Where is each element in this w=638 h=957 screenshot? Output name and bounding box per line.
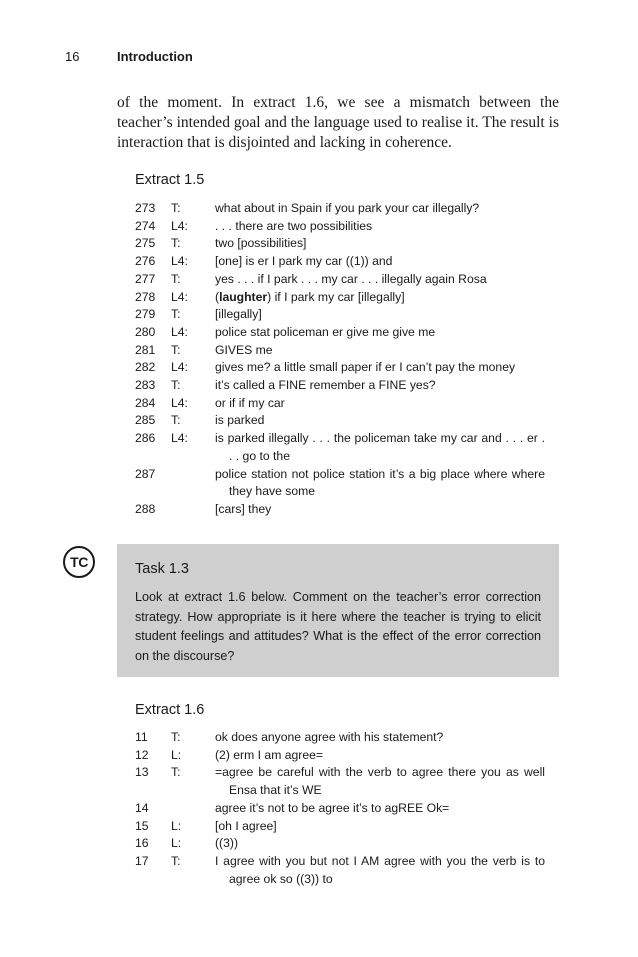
running-head [0, 47, 638, 67]
utterance-text: gives me? a little small paper if er I can’t pay the money [215, 360, 516, 375]
transcript-line [135, 306, 545, 324]
utterance-text: [cars] they [215, 501, 272, 516]
utterance-prefix: ( [215, 289, 220, 304]
line-number: 281 [135, 342, 156, 357]
utterance-text: police station not police station it’s a big place where where they have some [215, 466, 545, 499]
utterance-text: I agree with you but not I AM agree with you the verb is to agree ok so ((3)) to [215, 853, 545, 886]
line-number: 12 [135, 747, 149, 762]
utterance-text: agree it’s not to be agree it’s to agREE Ok= [215, 800, 450, 815]
utterance-text: police stat policeman er give me give me [215, 324, 436, 339]
line-number: 13 [135, 765, 149, 780]
task-box [117, 544, 559, 677]
stage-direction: laughter [219, 289, 268, 304]
speaker-label: L4: [171, 431, 188, 446]
line-number: 273 [135, 201, 156, 215]
speaker-label: L4: [171, 360, 188, 375]
line-number: 277 [135, 271, 156, 286]
transcript-line [135, 764, 545, 799]
line-number: 274 [135, 218, 156, 233]
extract-1-5-transcript [135, 200, 545, 519]
task-text: Look at extract 1.6 below. Comment on the teacher’s error correction strategy. How appropriate is it here where the teacher is trying to elicit student feelings and attitudes? What is the effect of the error correction on the discourse? [135, 590, 541, 663]
speaker-label: T: [171, 236, 181, 251]
transcript-line [135, 800, 545, 818]
transcript-line [135, 289, 545, 307]
utterance-text: two [possibilities] [215, 236, 307, 251]
speaker-label: L4: [171, 289, 188, 304]
extract-1-6-title: Extract 1.6 [135, 702, 205, 718]
speaker-label: T: [171, 271, 181, 286]
utterance-text: ((3)) [215, 836, 239, 851]
utterance-text [215, 289, 545, 307]
transcript-line [135, 395, 545, 413]
transcript-line [135, 200, 545, 218]
speaker-label: T: [171, 765, 181, 780]
line-number: 275 [135, 236, 156, 251]
extract-1-6-transcript [135, 729, 545, 888]
speaker-label: L4: [171, 254, 188, 269]
line-number: 279 [135, 307, 156, 322]
transcript-line [135, 729, 545, 747]
speaker-label: L4: [171, 395, 188, 410]
utterance-text: [oh I agree] [215, 818, 277, 833]
speaker-label: T: [171, 307, 181, 322]
line-number: 284 [135, 395, 156, 410]
line-number: 283 [135, 378, 156, 393]
transcript-line [135, 359, 545, 377]
line-number: 285 [135, 413, 156, 428]
transcript-line [135, 818, 545, 836]
transcript-line [135, 324, 545, 342]
transcript-line [135, 853, 545, 888]
line-number: 278 [135, 289, 156, 304]
speaker-label: T: [171, 378, 181, 393]
transcript-line [135, 253, 545, 271]
line-number: 276 [135, 254, 156, 269]
utterance-text: is parked illegally . . . the policeman take my car and . . . er . . . go to the [215, 431, 545, 463]
line-number: 16 [135, 836, 149, 851]
task-title: Task 1.3 [135, 561, 189, 577]
line-number: 17 [135, 853, 149, 868]
transcript-line [135, 377, 545, 395]
speaker-label: T: [171, 730, 181, 744]
utterance-text: what about in Spain if you park your car illegally? [215, 201, 480, 215]
transcript-line [135, 235, 545, 253]
line-number: 15 [135, 818, 149, 833]
transcript-line [135, 218, 545, 236]
transcript-line [135, 430, 545, 465]
utterance-text: yes . . . if I park . . . my car . . . illegally again Rosa [215, 271, 487, 286]
line-number: 11 [135, 730, 148, 744]
utterance-text: [one] is er I park my car ((1)) and [215, 254, 393, 269]
section-title: Introduction [117, 49, 193, 64]
speaker-label: L: [171, 836, 182, 851]
speaker-label: L4: [171, 218, 188, 233]
speaker-label: L: [171, 818, 182, 833]
speaker-label: T: [171, 342, 181, 357]
speaker-label: T: [171, 853, 181, 868]
speaker-label: T: [171, 413, 181, 428]
utterance-text: or if if my car [215, 395, 285, 410]
intro-paragraph: of the moment. In extract 1.6, we see a mismatch between the teacher’s intended goal and the language used to realise it. The result is interaction that is disjointed and lacking in coherence. [117, 94, 559, 151]
line-number: 282 [135, 360, 156, 375]
transcript-line [135, 271, 545, 289]
utterance-text: . . . there are two possibilities [215, 218, 373, 233]
line-number: 288 [135, 501, 156, 516]
utterance-text: is parked [215, 413, 265, 428]
utterance-text: [illegally] [215, 307, 262, 322]
page-number: 16 [65, 49, 80, 64]
utterance-text: ok does anyone agree with his statement? [215, 730, 444, 744]
extract-1-5-title: Extract 1.5 [135, 172, 205, 188]
transcript-line [135, 747, 545, 765]
utterance-text: GIVES me [215, 342, 273, 357]
line-number: 14 [135, 800, 149, 815]
transcript-line [135, 501, 545, 519]
line-number: 280 [135, 324, 156, 339]
tc-badge-icon: TC [63, 546, 95, 578]
speaker-label: T: [171, 201, 181, 215]
transcript-line [135, 342, 545, 360]
utterance-text: =agree be careful with the verb to agree there you as well Ensa that it’s WE [215, 765, 545, 798]
utterance-text: (2) erm I am agree= [215, 747, 324, 762]
line-number: 286 [135, 431, 156, 446]
transcript-line [135, 412, 545, 430]
line-number: 287 [135, 466, 156, 481]
utterance-text: it’s called a FINE remember a FINE yes? [215, 378, 436, 393]
transcript-line [135, 835, 545, 853]
utterance-suffix: ) if I park my car [illegally] [267, 289, 405, 304]
speaker-label: L4: [171, 324, 188, 339]
speaker-label: L: [171, 747, 182, 762]
transcript-line [135, 466, 545, 501]
